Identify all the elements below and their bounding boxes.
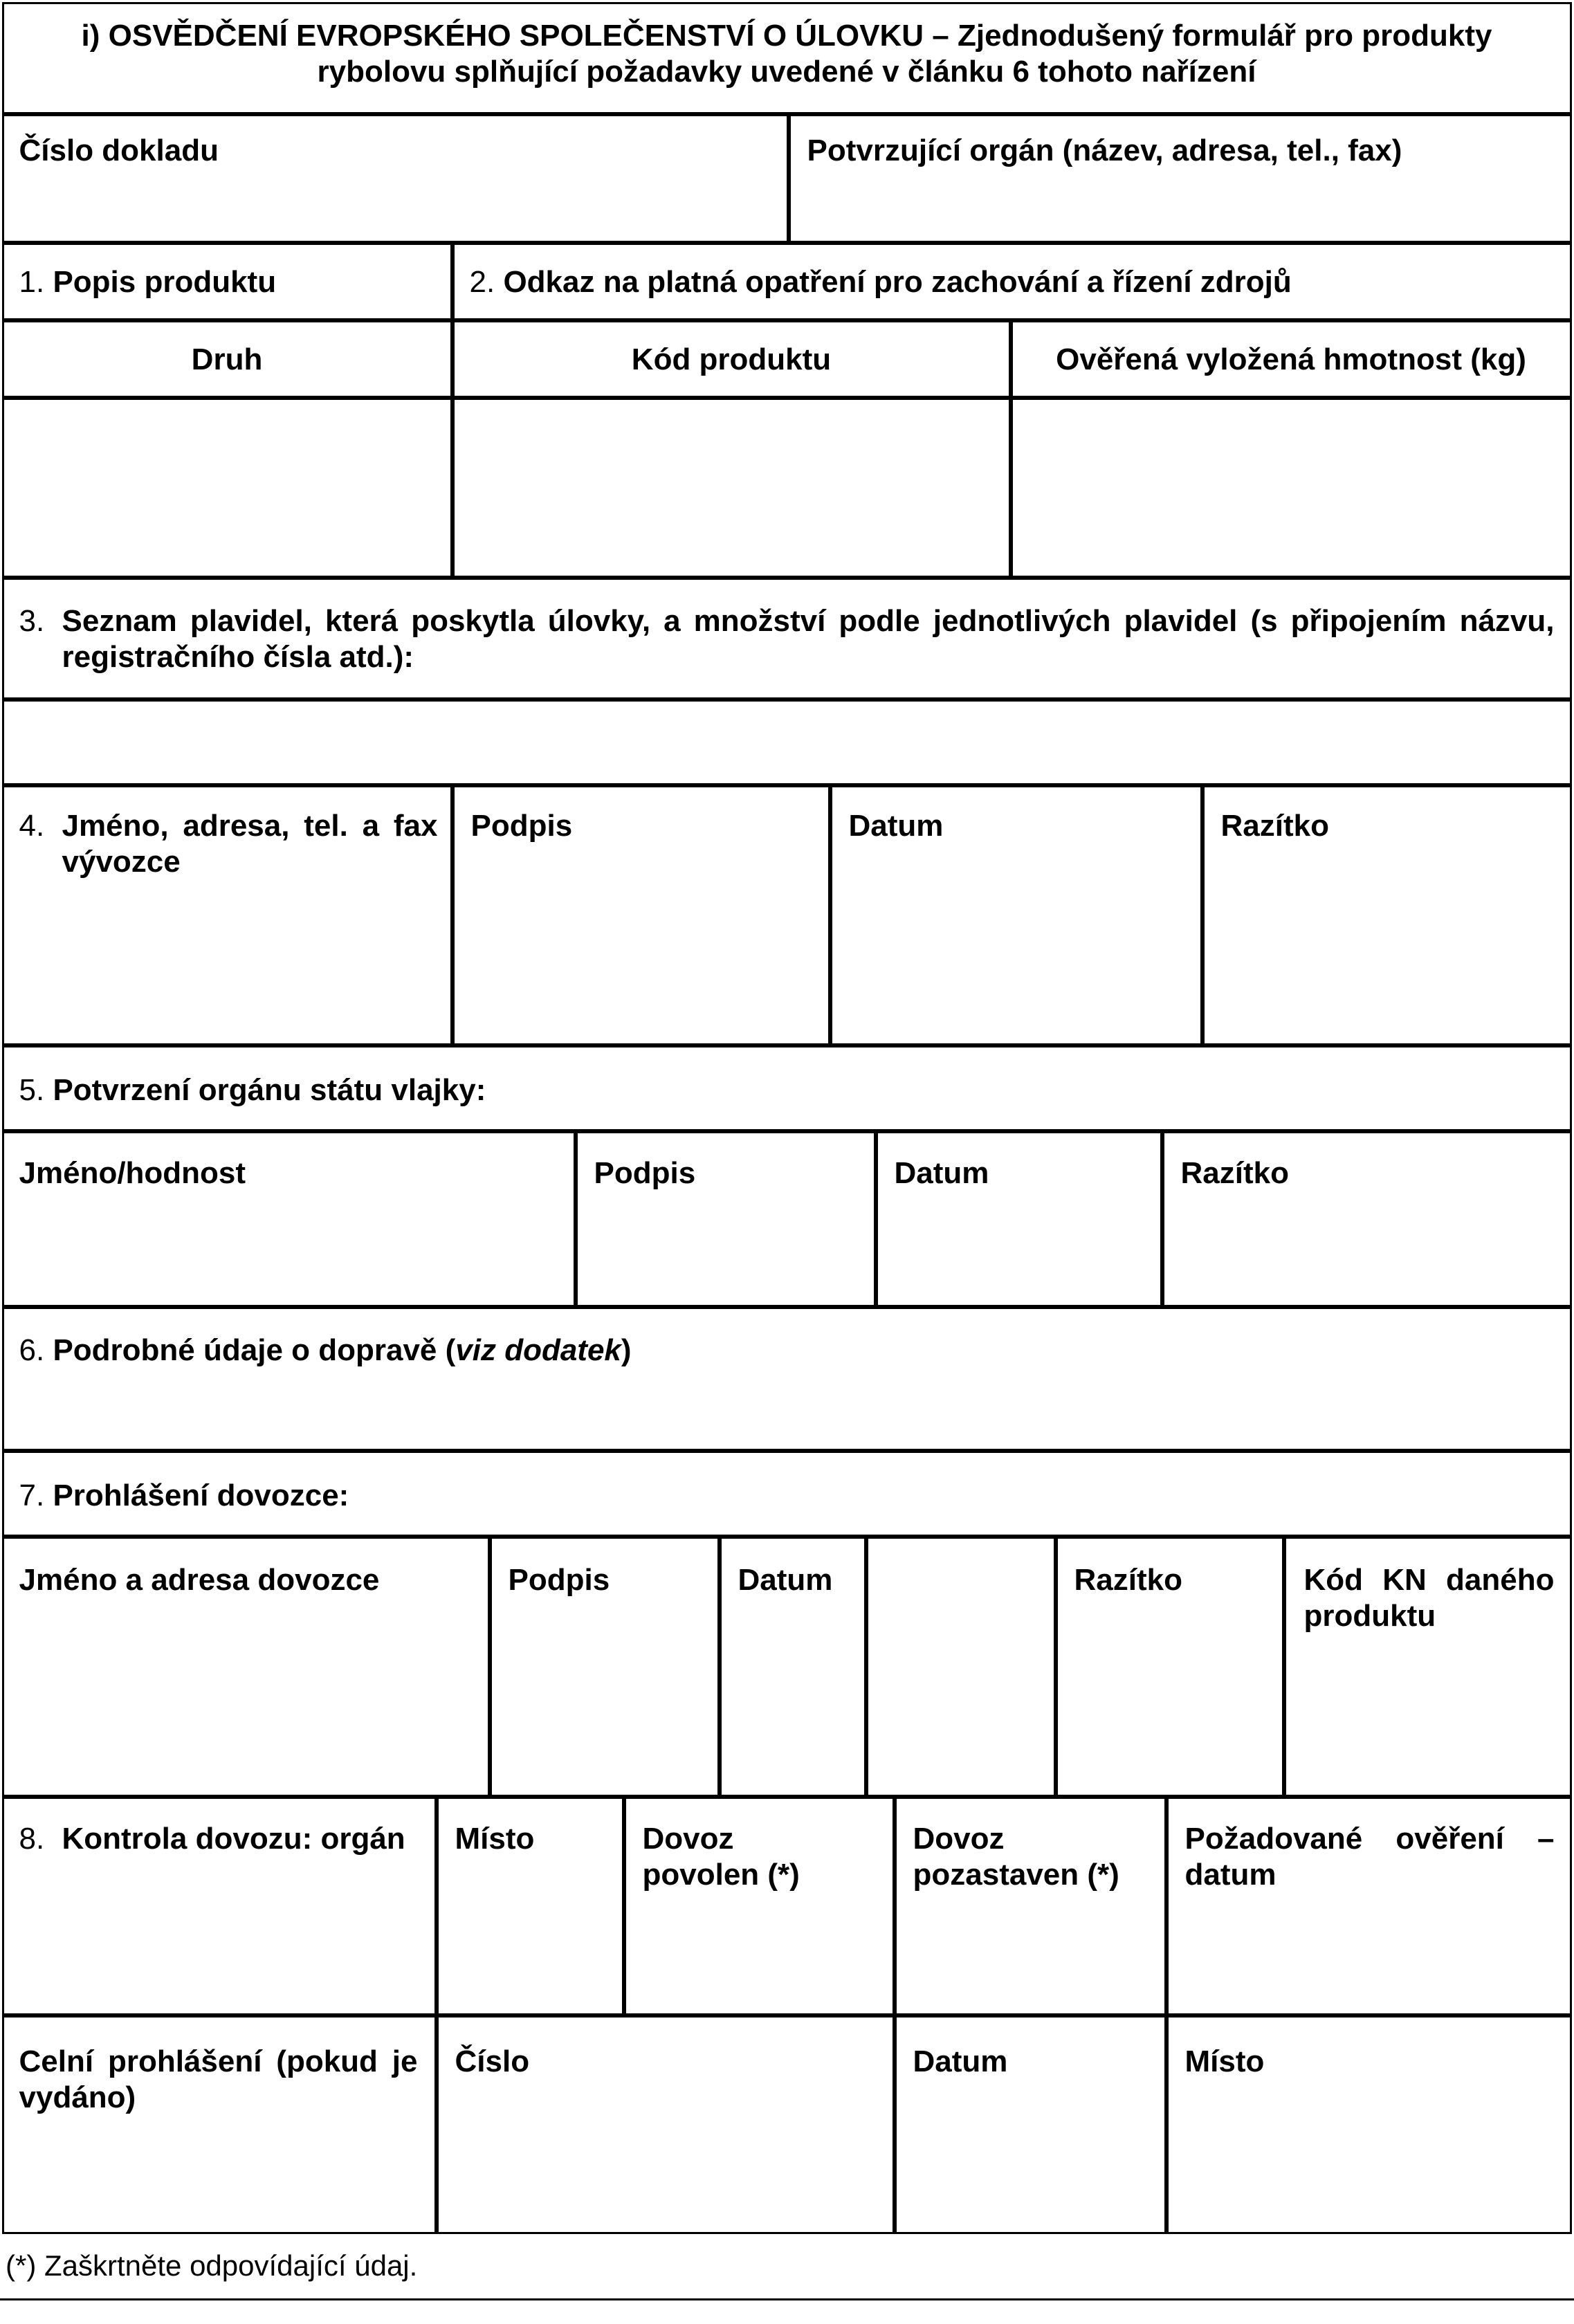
import-suspended-cell[interactable] (895, 1797, 1166, 2015)
species-header (2, 320, 452, 398)
section-1-number: 1. (19, 264, 45, 299)
form-title-line1: i) OSVĚDČENÍ EVROPSKÉHO SPOLEČENSTVÍ O ÚLOVKU – Zjednodušený formulář pro produkty (81, 18, 1492, 53)
product-code-label: Kód produktu (631, 342, 832, 376)
section-5-label: Potvrzení orgánu státu vlajky: (53, 1072, 486, 1107)
importer-name-cell[interactable] (2, 1537, 490, 1797)
customs-date-cell[interactable] (895, 2015, 1166, 2234)
form-title-line2: rybolovu splňující požadavky uvedené v článku 6 tohoto nařízení (317, 54, 1256, 89)
import-authorised-cell[interactable] (624, 1797, 895, 2015)
importer-name-label: Jméno a adresa dovozce (19, 1562, 380, 1597)
exporter-cell[interactable] (2, 785, 452, 1045)
section-6-appendix-ref: viz dodatek (455, 1333, 621, 1367)
footnote: (*) Zaškrtněte odpovídající údaj. (6, 2249, 418, 2282)
flag-state-stamp-cell[interactable] (1162, 1131, 1572, 1307)
importer-blank-cell[interactable] (866, 1537, 1056, 1797)
flag-state-stamp-label: Razítko (1180, 1155, 1289, 1190)
flag-state-date-cell[interactable] (876, 1131, 1162, 1307)
import-control-authority-cell[interactable] (2, 1797, 437, 2015)
importer-stamp-label: Razítko (1074, 1562, 1182, 1597)
importer-signature-cell[interactable] (490, 1537, 720, 1797)
doc-number-label: Číslo dokladu (19, 133, 219, 167)
section-2-heading (470, 264, 1292, 300)
customs-declaration-cell[interactable] (2, 2015, 437, 2234)
flag-state-date-label: Datum (894, 1155, 989, 1190)
import-authorised-label-line1: Dovoz (642, 1821, 734, 1856)
exporter-label-line2: vývozce (62, 844, 181, 879)
customs-number-cell[interactable] (437, 2015, 895, 2234)
verification-label-line2: datum (1184, 1857, 1276, 1892)
flag-state-signature-label: Podpis (594, 1155, 696, 1190)
customs-date-label: Datum (913, 2044, 1008, 2078)
vessel-list-field[interactable] (2, 699, 1572, 785)
section-2-label: Odkaz na platná opatření pro zachování a řízení zdrojů (503, 264, 1292, 299)
section-1-cell (2, 243, 452, 320)
section-7-number: 7. (19, 1478, 45, 1512)
exporter-stamp-cell[interactable] (1202, 785, 1572, 1045)
section-2-number: 2. (469, 264, 495, 299)
section-3-line1: Seznam plavidel, která poskytla úlovky, a množství podle jednotlivých plavidel (s připojením názvu, (62, 603, 1555, 638)
section-8-number: 8. (19, 1821, 45, 1856)
exporter-stamp-label: Razítko (1220, 808, 1329, 843)
customs-label-line2: vydáno) (19, 2080, 136, 2114)
verification-requested-cell[interactable] (1166, 1797, 1572, 2015)
title-cell (2, 2, 1572, 114)
product-code-input-cell[interactable] (452, 398, 1011, 578)
section-1-heading (19, 264, 277, 300)
cn-code-label-line1: Kód KN daného (1303, 1562, 1555, 1597)
exporter-label-line1: Jméno, adresa, tel. a fax (62, 808, 438, 843)
species-label: Druh (191, 342, 263, 376)
flag-state-name-cell[interactable] (2, 1131, 576, 1307)
customs-place-cell[interactable] (1166, 2015, 1572, 2234)
cn-code-cell[interactable] (1284, 1537, 1572, 1797)
exporter-date-label: Datum (848, 808, 944, 843)
section-5-heading (19, 1072, 486, 1108)
importer-stamp-cell[interactable] (1056, 1537, 1284, 1797)
section-7-cell (2, 1451, 1572, 1537)
section-6-number: 6. (19, 1333, 45, 1367)
customs-place-label: Místo (1184, 2044, 1265, 2078)
section-6-label: Podrobné údaje o dopravě ( (53, 1333, 456, 1367)
customs-number-label: Číslo (455, 2044, 530, 2078)
import-control-place-label: Místo (455, 1821, 535, 1856)
product-code-header (452, 320, 1011, 398)
import-authorised-label-line2: povolen (*) (642, 1857, 800, 1892)
customs-label-line1: Celní prohlášení (pokud je (19, 2044, 418, 2078)
section-3-line2: registračního čísla atd.): (62, 639, 414, 674)
section-6-cell[interactable] (2, 1307, 1572, 1451)
section-5-cell (2, 1045, 1572, 1131)
section-1-label: Popis produktu (53, 264, 277, 299)
section-4-number: 4. (19, 808, 45, 843)
species-input-cell[interactable] (2, 398, 452, 578)
verified-weight-label: Ověřená vyložená hmotnost (kg) (1056, 342, 1526, 376)
doc-number-field[interactable] (2, 114, 789, 243)
exporter-signature-cell[interactable] (452, 785, 830, 1045)
section-6-close: ) (621, 1333, 632, 1367)
validating-authority-label: Potvrzující orgán (název, adresa, tel., fax) (807, 133, 1402, 167)
importer-date-label: Datum (738, 1562, 833, 1597)
flag-state-signature-cell[interactable] (576, 1131, 876, 1307)
section-8-label: Kontrola dovozu: orgán (62, 1821, 405, 1856)
verification-label-line1: Požadované ověření – (1184, 1821, 1555, 1856)
import-control-place-cell[interactable] (437, 1797, 624, 2015)
exporter-signature-label: Podpis (470, 808, 573, 843)
import-suspended-label-line2: pozastaven (*) (913, 1857, 1119, 1892)
importer-date-cell[interactable] (720, 1537, 866, 1797)
bottom-rule (0, 2298, 1574, 2300)
verified-weight-header (1011, 320, 1572, 398)
verified-weight-input-cell[interactable] (1011, 398, 1572, 578)
section-3-cell (2, 578, 1572, 699)
section-3-number: 3. (19, 603, 45, 638)
flag-state-name-label: Jméno/hodnost (19, 1155, 246, 1190)
section-6-heading (19, 1333, 632, 1369)
cn-code-label-line2: produktu (1303, 1598, 1436, 1633)
import-suspended-label-line1: Dovoz (913, 1821, 1005, 1856)
importer-signature-label: Podpis (508, 1562, 610, 1597)
section-5-number: 5. (19, 1072, 45, 1107)
section-2-cell (452, 243, 1572, 320)
section-7-heading (19, 1478, 349, 1514)
section-7-label: Prohlášení dovozce: (53, 1478, 349, 1512)
validating-authority-field[interactable] (789, 114, 1572, 243)
exporter-date-cell[interactable] (830, 785, 1202, 1045)
